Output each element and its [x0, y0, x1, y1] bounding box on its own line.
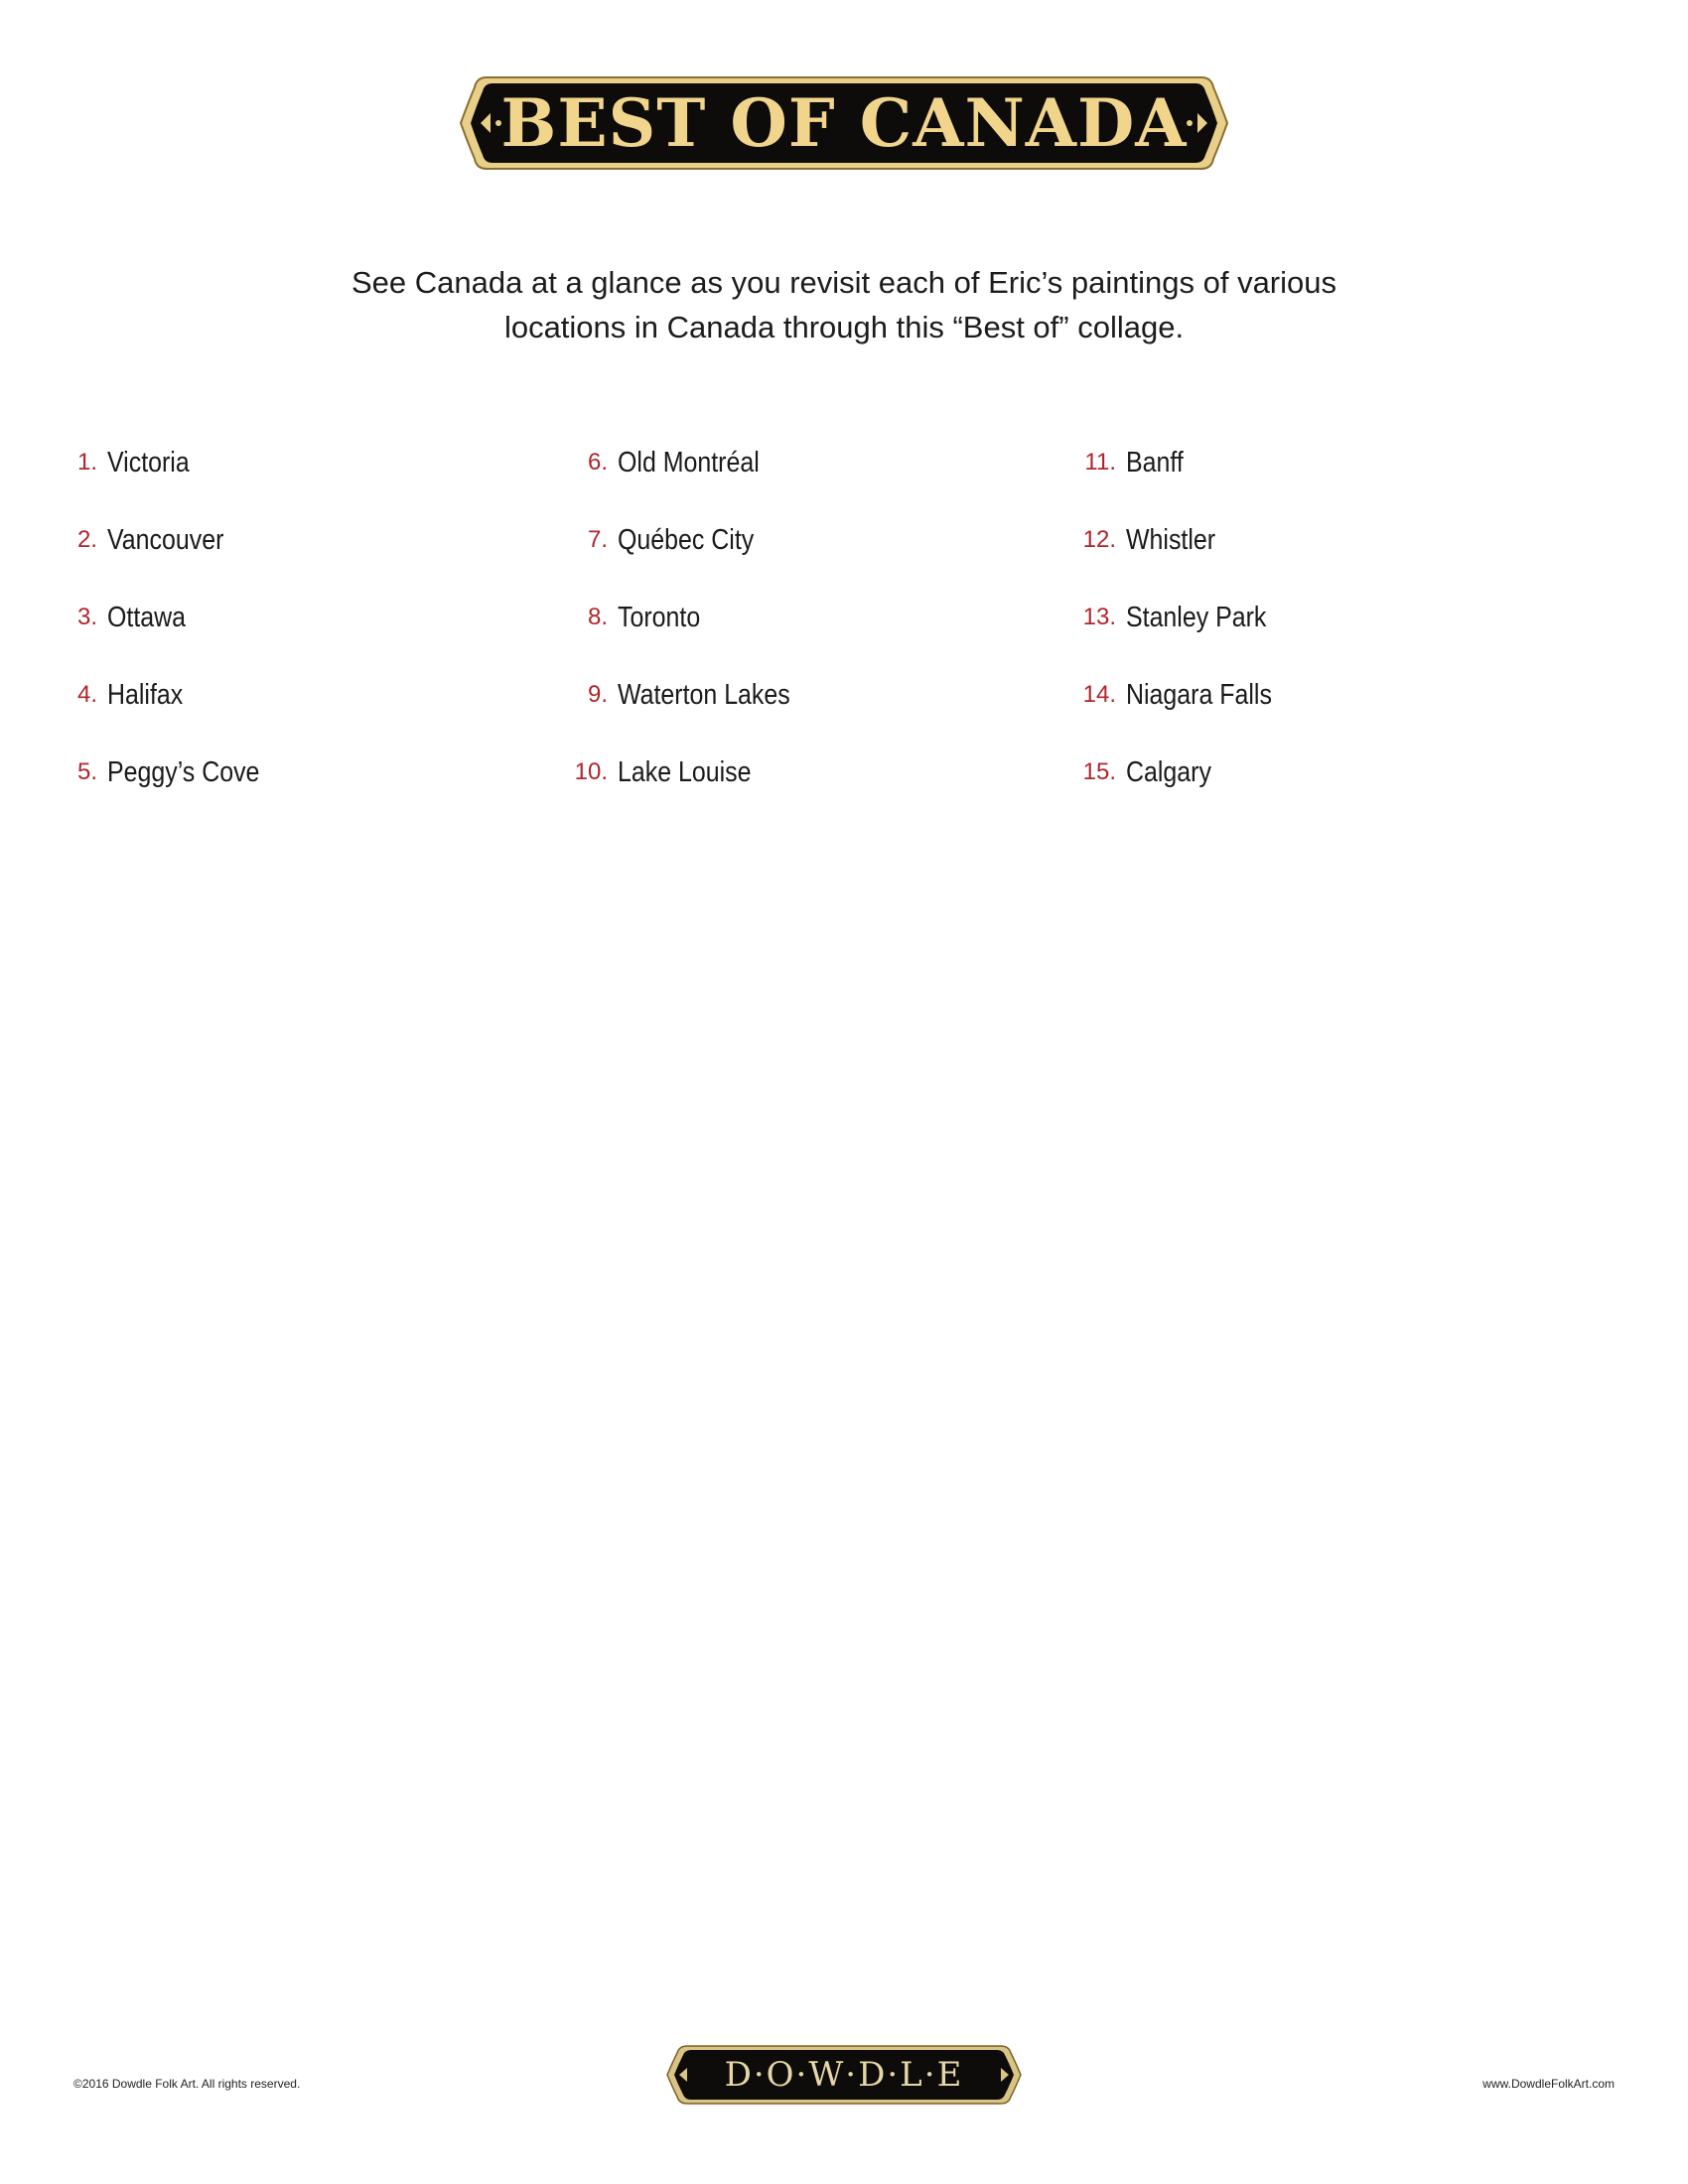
- list-item-number: 12.: [1082, 526, 1116, 553]
- list-item-name: Québec City: [618, 524, 755, 556]
- list-item-number: 13.: [1082, 604, 1116, 630]
- list-item: [1074, 677, 1511, 754]
- page-title: BEST OF CANADA: [500, 84, 1188, 162]
- list-item: [56, 522, 492, 600]
- list-item-name: Lake Louise: [618, 756, 752, 788]
- list-item-name: Stanley Park: [1126, 602, 1267, 633]
- list-item-number: 1.: [76, 449, 97, 476]
- list-item: [566, 600, 1003, 677]
- list-item-number: 5.: [76, 758, 97, 785]
- list-item-name: Old Montréal: [618, 447, 760, 478]
- list-item-number: 11.: [1084, 449, 1116, 476]
- list-item-name: Banff: [1126, 447, 1184, 478]
- dowdle-logo: [665, 2043, 1023, 2107]
- list-item: [1074, 600, 1511, 677]
- list-item: [56, 600, 492, 677]
- locations-column-3: [1074, 445, 1511, 832]
- list-item: [56, 677, 492, 754]
- list-item-number: 2.: [76, 526, 97, 553]
- locations-column-1: [56, 445, 492, 832]
- list-item-name: Whistler: [1126, 524, 1216, 556]
- website-link[interactable]: www.DowdleFolkArt.com: [1482, 2077, 1615, 2091]
- list-item-name: Waterton Lakes: [618, 679, 790, 711]
- list-item-number: 6.: [587, 449, 608, 476]
- list-item-number: 8.: [587, 604, 608, 630]
- list-item-name: Calgary: [1126, 756, 1211, 788]
- list-item-number: 15.: [1082, 758, 1116, 785]
- list-item: [566, 677, 1003, 754]
- title-banner: [457, 73, 1231, 173]
- list-item-name: Halifax: [107, 679, 184, 711]
- intro-paragraph: [298, 260, 1390, 349]
- intro-line-2: locations in Canada through this “Best of” collage.: [503, 310, 1185, 344]
- intro-line-1: See Canada at a glance as you revisit each of Eric’s paintings of various: [352, 265, 1336, 300]
- list-item-number: 7.: [587, 526, 608, 553]
- list-item-name: Toronto: [618, 602, 701, 633]
- list-item: [566, 754, 1003, 832]
- list-item-name: Niagara Falls: [1126, 679, 1272, 711]
- list-item: [566, 522, 1003, 600]
- list-item: [56, 754, 492, 832]
- list-item-number: 3.: [76, 604, 97, 630]
- logo-text: D·O·W·D·L·E: [724, 2055, 964, 2095]
- list-item-number: 9.: [587, 681, 608, 708]
- locations-column-2: [566, 445, 1003, 832]
- list-item-name: Victoria: [107, 447, 190, 478]
- copyright-text: ©2016 Dowdle Folk Art. All rights reserved.: [73, 2077, 301, 2091]
- locations-list: [0, 445, 1688, 822]
- list-item-number: 10.: [574, 758, 608, 785]
- list-item-name: Vancouver: [107, 524, 224, 556]
- list-item: [56, 445, 492, 522]
- list-item-number: 14.: [1082, 681, 1116, 708]
- list-item-name: Peggy’s Cove: [107, 756, 260, 788]
- list-item-name: Ottawa: [107, 602, 187, 633]
- list-item: [1074, 754, 1511, 832]
- list-item: [566, 445, 1003, 522]
- list-item: [1074, 522, 1511, 600]
- list-item: [1074, 445, 1511, 522]
- list-item-number: 4.: [76, 681, 97, 708]
